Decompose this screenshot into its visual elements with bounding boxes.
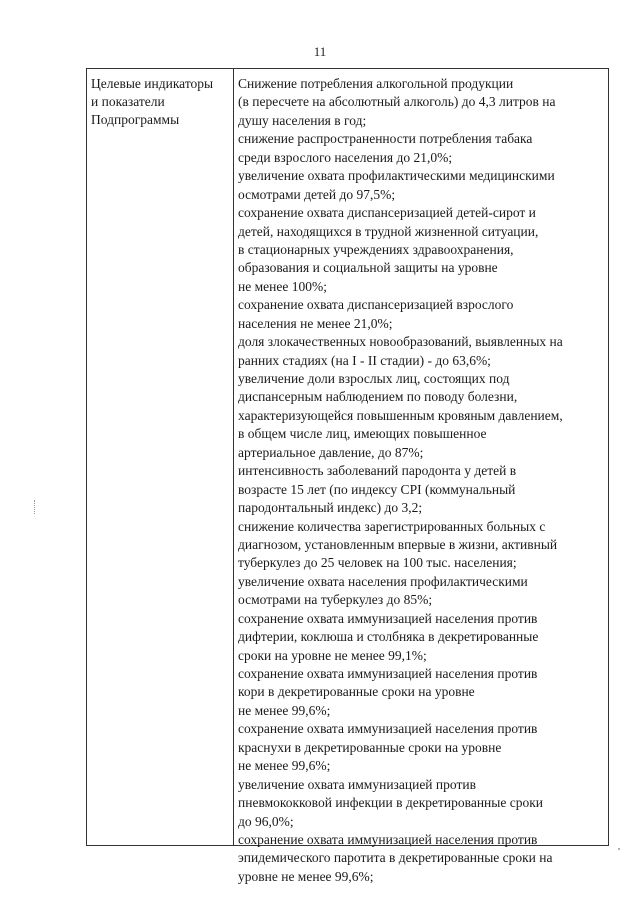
indicator-line: характеризующейся повышенным кровяным давлением, xyxy=(238,407,563,423)
column-divider xyxy=(233,69,234,845)
scan-artifact-dot xyxy=(618,848,620,850)
indicator-line: не менее 100%; xyxy=(238,278,327,294)
indicator-line: населения не менее 21,0%; xyxy=(238,315,393,331)
indicator-line: увеличение охвата иммунизацией против xyxy=(238,776,476,792)
indicator-line: (в пересчете на абсолютный алкоголь) до 4,3 литров на xyxy=(238,94,556,110)
indicator-line: интенсивность заболеваний пародонта у детей в xyxy=(238,463,517,479)
row-header-cell: Целевые индикаторы и показатели Подпрограммы xyxy=(91,76,214,127)
indicator-line: сохранение охвата иммунизацией населения против xyxy=(238,666,538,681)
indicator-line: сохранение охвата иммунизацией населения против xyxy=(238,721,538,737)
indicator-line: уровне не менее 99,6%; xyxy=(238,868,374,884)
page-number: 11 xyxy=(313,44,327,59)
indicators-table xyxy=(86,68,609,884)
indicator-line: не менее 99,6%; xyxy=(238,758,331,774)
indicator-line: диспансерным наблюдением по поводу болезни, xyxy=(238,389,518,405)
indicator-line: сохранение охвата иммунизацией населения против xyxy=(238,831,538,847)
indicator-line: в общем числе лиц, имеющих повышенное xyxy=(238,426,487,442)
indicator-line: не менее 99,6%; xyxy=(238,702,331,718)
indicator-line: возрасте 15 лет (по индексу CPI (коммунальный xyxy=(238,481,516,497)
indicator-line: снижение количества зарегистрированных больных с xyxy=(238,518,546,534)
indicator-line: краснухи в декретированные сроки на уровне xyxy=(238,739,502,755)
indicator-line: диагнозом, установленным впервые в жизни, активный xyxy=(238,536,558,552)
indicator-line: среди взрослого населения до 21,0%; xyxy=(238,149,453,165)
indicator-line: кори в декретированные сроки на уровне xyxy=(238,684,475,700)
indicator-line: доля злокачественных новообразований, выявленных на xyxy=(238,334,563,350)
indicator-line: увеличение охвата населения профилактическими xyxy=(238,573,528,589)
indicator-line: снижение распространенности потребления табака xyxy=(238,131,533,147)
indicator-line: артериальное давление, до 87%; xyxy=(238,444,424,460)
indicator-line: пневмококковой инфекции в декретированные сроки xyxy=(238,795,543,811)
indicator-line: до 96,0%; xyxy=(238,813,294,829)
indicator-line: сохранение охвата диспансеризацией детей-сирот и xyxy=(238,205,536,221)
indicator-line: увеличение охвата профилактическими медицинскими xyxy=(238,168,555,184)
indicator-line: ранних стадиях (на I - II стадии) - до 63,6%; xyxy=(238,352,491,368)
indicator-line: Снижение потребления алкогольной продукции xyxy=(238,76,514,91)
indicator-line: пародонтальный индекс) до 3,2; xyxy=(238,500,423,516)
indicator-line: осмотрами детей до 97,5%; xyxy=(238,186,396,202)
scan-margin-mark xyxy=(34,500,38,514)
indicators-text-cell xyxy=(238,75,606,886)
indicator-line: образования и социальной защиты на уровне xyxy=(238,260,498,276)
indicator-line: осмотрами на туберкулез до 85%; xyxy=(238,592,433,608)
indicator-line: сроки на уровне не менее 99,1%; xyxy=(238,647,427,663)
indicator-line: туберкулез до 25 человек на 100 тыс. населения; xyxy=(238,555,517,571)
indicator-line: душу населения в год; xyxy=(238,112,367,128)
indicator-line: сохранение охвата иммунизацией населения против xyxy=(238,610,538,626)
indicator-line: сохранение охвата диспансеризацией взрослого xyxy=(238,297,514,313)
indicator-line: увеличение доли взрослых лиц, состоящих под xyxy=(238,371,510,386)
indicator-line: эпидемического паротита в декретированные сроки на xyxy=(238,850,553,866)
indicator-line: дифтерии, коклюша и столбняка в декретированные xyxy=(238,629,539,645)
indicator-line: детей, находящихся в трудной жизненной ситуации, xyxy=(238,223,539,239)
indicator-line: в стационарных учреждениях здравоохранения, xyxy=(238,241,514,257)
